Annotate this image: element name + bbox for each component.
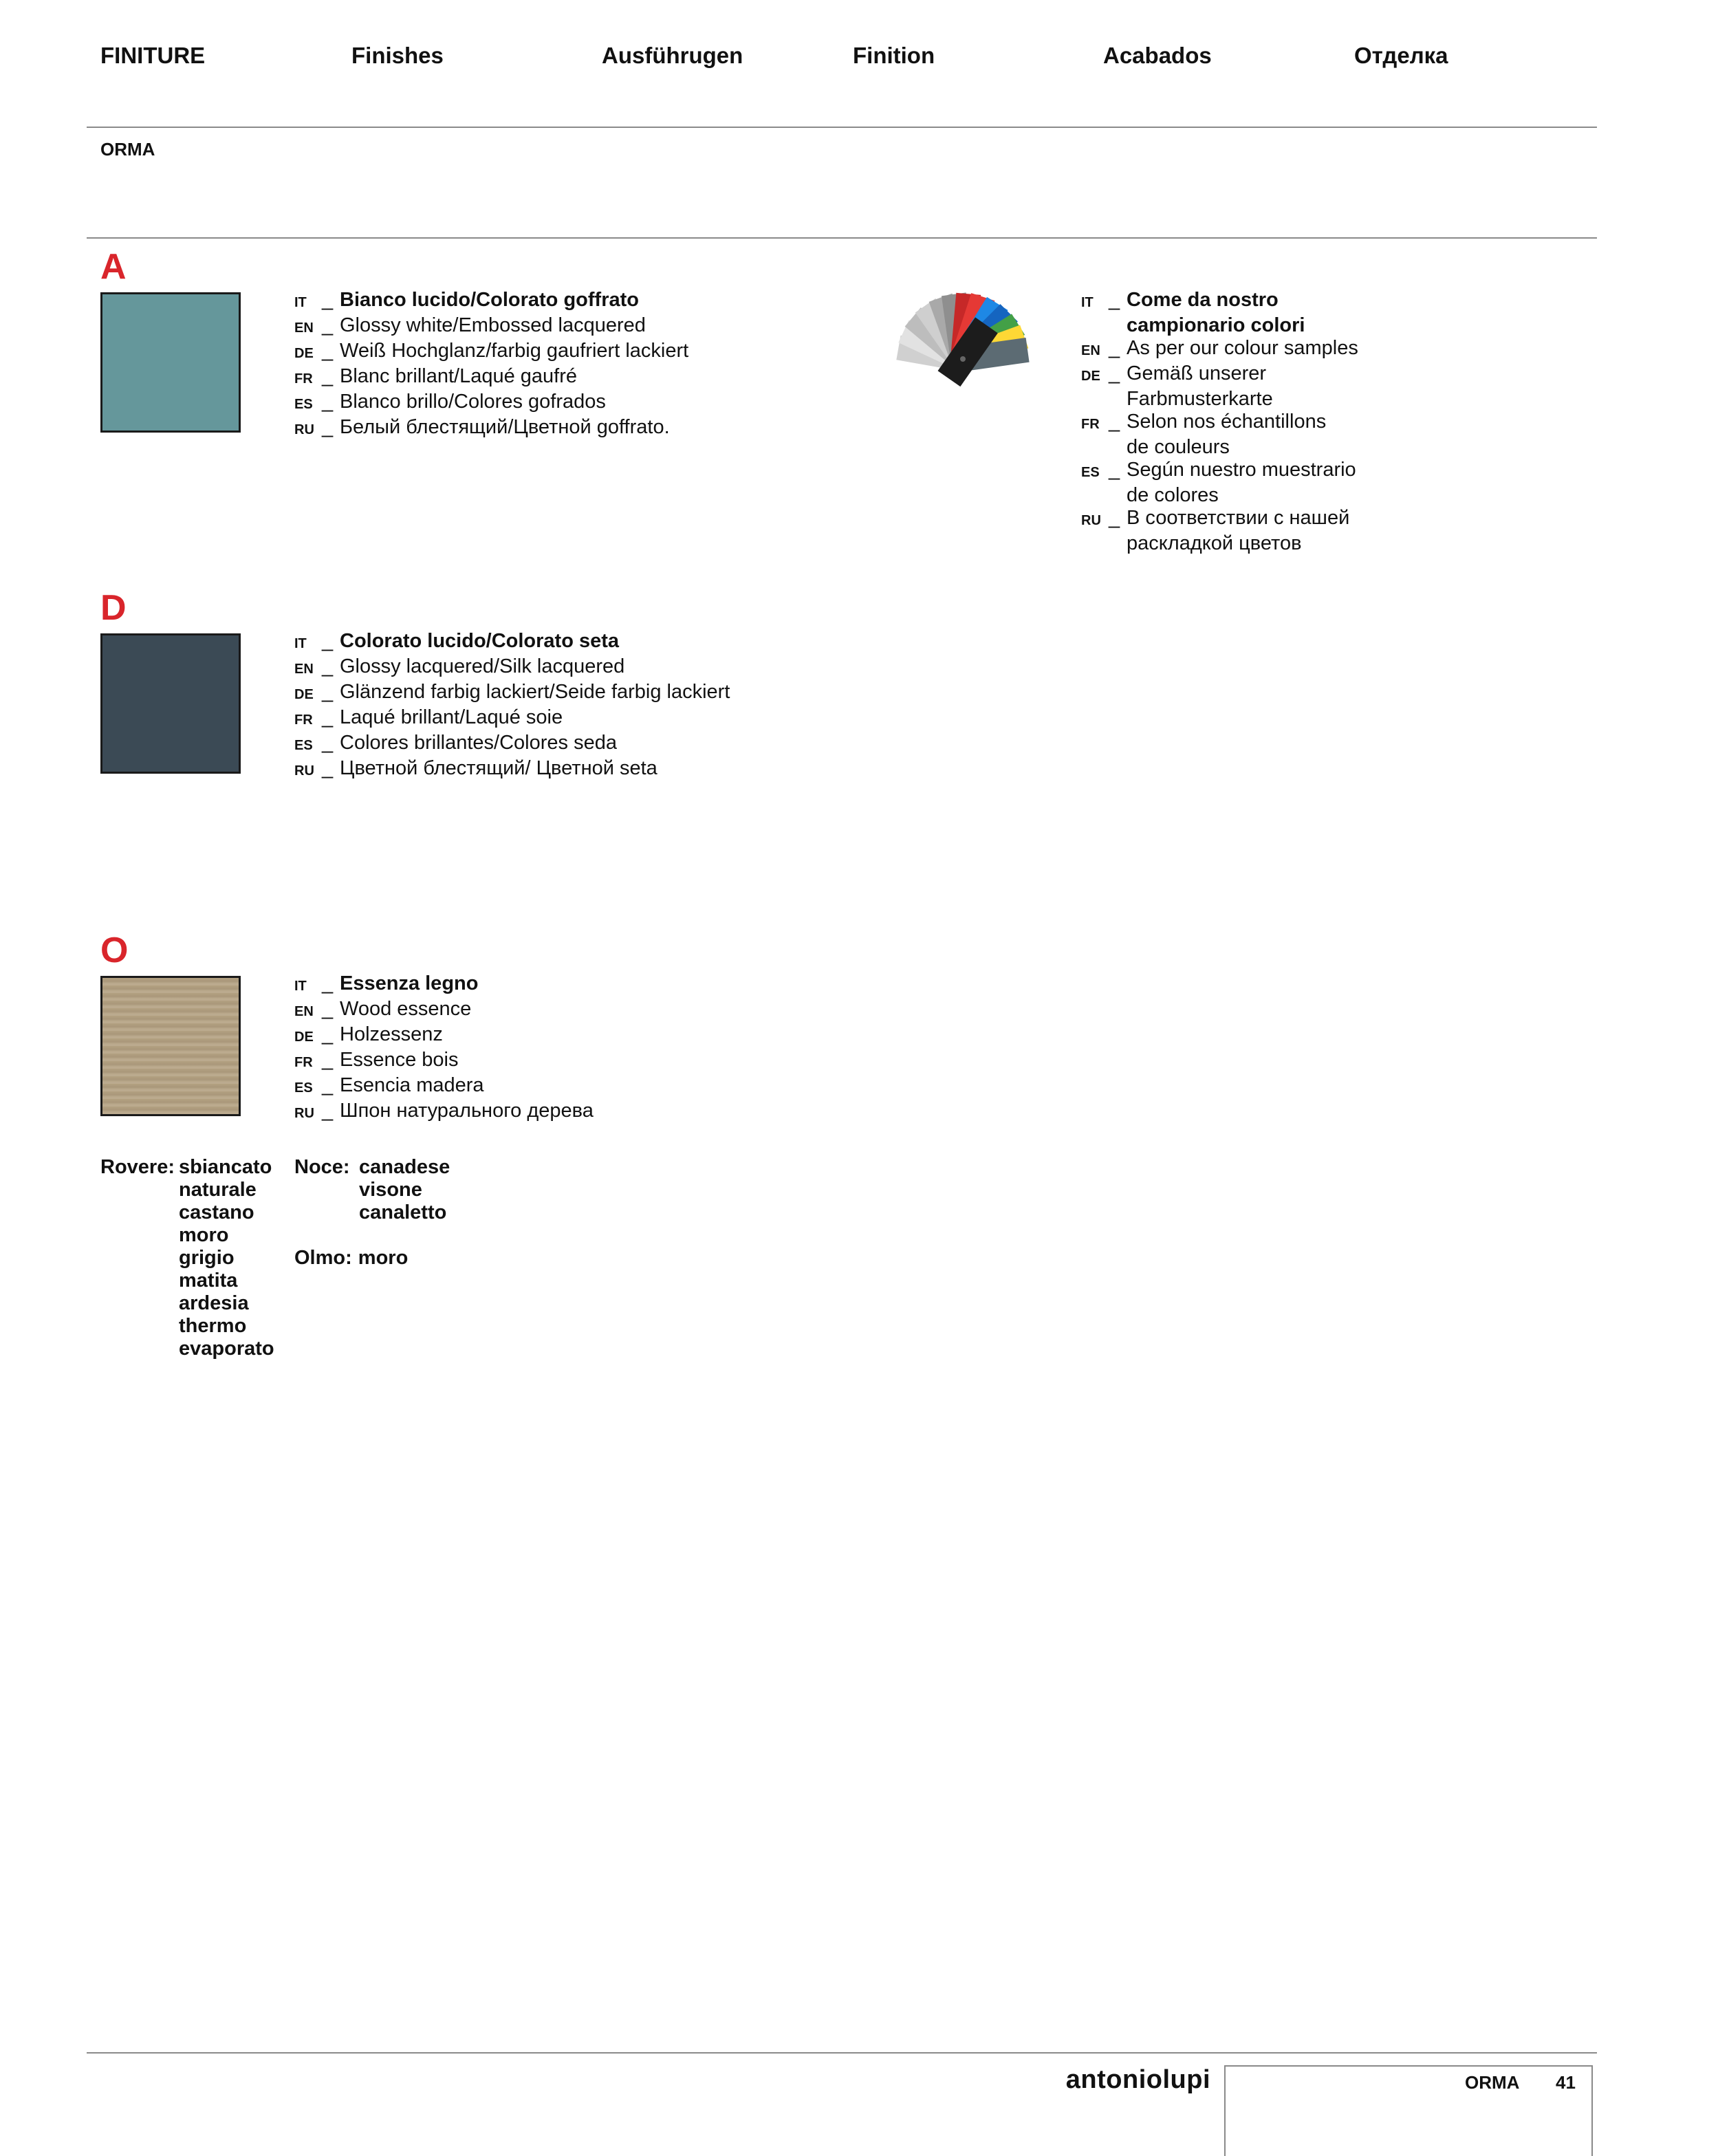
samples-text-cont: de couleurs [1127,436,1230,458]
finish-text: Glossy white/Embossed lacquered [340,314,646,336]
lang-code: EN [1081,343,1100,358]
lang-code: DE [294,687,314,702]
lang-code: EN [294,662,314,677]
wood-item: canadese [359,1156,450,1178]
finish-description-o: IT _ Essenza legno EN _ Wood essence DE _ Holzessenz FR _ Essence bois ES _ Esencia madera RU _ Шпон натурального дерева [294,972,594,1125]
finish-text: Weiß Hochglanz/farbig gaufriert lackiert [340,340,689,362]
wood-item: visone [359,1179,422,1201]
header-title-it: FINITURE [100,43,206,68]
finish-text: Colores brillantes/Colores seda [340,732,617,754]
wood-item: evaporato [179,1338,274,1360]
wood-list-noce [294,1156,450,1224]
lang-code: RU [294,763,314,778]
page-number: 41 [1556,2072,1576,2093]
wood-item: canaletto [359,1201,447,1223]
series-name: ORMA [100,139,155,160]
wood-item: ardesia [179,1292,249,1314]
wood-item: grigio [179,1247,235,1269]
samples-text: Selon nos échantillons [1127,411,1327,433]
lang-code: FR [294,1055,313,1070]
lang-code: FR [294,371,313,386]
finish-text: Essenza legno [340,972,479,994]
footer-series: ORMA [1465,2072,1520,2093]
wood-item: moro [358,1247,409,1269]
samples-text-cont: раскладкой цветов [1127,532,1302,554]
colour-samples-description: IT _ Come da nostro campionario colori EN _ As per our colour samples DE _ Gemäß unserer Farbmusterkarte FR _ Selon nos échantillons de couleurs ES _ Según nuestro muestrario de colores RU _ В соответствии с нашей раскладкой цветов [1081,289,1358,554]
section-rule [87,237,1597,239]
lang-code: DE [294,346,314,361]
lang-code: IT [294,979,307,994]
finish-text: Blanc brillant/Laqué gaufré [340,365,578,387]
samples-text: Según nuestro muestrario [1127,459,1356,481]
finish-text: Цветной блестящий/ Цветной seta [340,757,657,779]
finish-letter-d: D [100,588,127,628]
lang-code: EN [294,320,314,336]
finish-text: Шпон натурального дерева [340,1100,594,1122]
lang-code: DE [1081,369,1100,384]
lang-code: RU [294,422,314,437]
finish-text: Wood essence [340,998,472,1020]
finish-text: Bianco lucido/Colorato goffrato [340,289,639,311]
wood-item: thermo [179,1315,247,1337]
samples-text: As per our colour samples [1127,337,1358,359]
wood-list-rovere [100,1156,274,1360]
header-title-de: Ausführugen [602,43,743,68]
wood-item: moro [179,1224,229,1246]
finish-text: Blanco brillo/Colores gofrados [340,391,606,413]
finish-swatch-o [100,976,241,1116]
wood-label: Noce: [294,1156,350,1178]
lang-code: EN [294,1004,314,1019]
lang-code: IT [294,295,307,310]
samples-text: Gemäß unserer [1127,362,1267,384]
finish-description-d: IT _ Colorato lucido/Colorato seta EN _ Glossy lacquered/Silk lacquered DE _ Glänzend farbig lackiert/Seide farbig lackiert FR _ Laqué brillant/Laqué soie ES _ Colores brillantes/Colores seda RU _ Цветной блестящий/ Цветной seta [294,630,730,783]
finish-text: Белый блестящий/Цветной goffrato. [340,416,670,438]
header-rule [87,127,1597,128]
finish-description-a: IT _ Bianco lucido/Colorato goffrato EN _ Glossy white/Embossed lacquered DE _ Weiß Hochglanz/farbig gaufriert lackiert FR _ Blanc brillant/Laqué gaufré ES _ Blanco brillo/Colores gofrados RU _ Белый блестящий/Цветной goffrato. [294,289,688,442]
wood-list-olmo [294,1247,408,1270]
wood-label: Rovere: [100,1156,175,1178]
finish-text: Glänzend farbig lackiert/Seide farbig lackiert [340,681,730,703]
lang-code: FR [294,712,313,728]
wood-item: sbiancato [179,1156,272,1178]
lang-code: ES [294,397,313,412]
header-title-fr: Finition [853,43,935,68]
colour-samples-fan-image [894,283,1032,428]
header-title-ru: Отделка [1354,43,1448,68]
wood-item: castano [179,1201,254,1223]
samples-text-cont: de colores [1127,484,1219,506]
footer-rule [87,2052,1597,2054]
samples-text-cont: campionario colori [1127,314,1305,336]
lang-code: FR [1081,417,1100,432]
lang-code: ES [294,738,313,753]
wood-item: matita [179,1270,238,1292]
finish-swatch-d [100,633,241,774]
header-title-es: Acabados [1103,43,1212,68]
lang-code: DE [294,1030,314,1045]
finish-letter-o: O [100,930,129,970]
lang-code: IT [294,636,307,651]
finish-letter-a: A [100,247,127,287]
lang-code: RU [294,1106,314,1121]
wood-label: Olmo: [294,1247,352,1269]
wood-item: naturale [179,1179,257,1201]
finish-text: Glossy lacquered/Silk lacquered [340,655,625,677]
brand-logo: antoniolupi [1065,2065,1210,2094]
samples-text: Come da nostro [1127,289,1279,311]
finish-swatch-a [100,292,241,433]
lang-code: ES [1081,465,1100,480]
footer-box [1224,2065,1593,2156]
finish-text: Holzessenz [340,1023,443,1045]
finish-text: Laqué brillant/Laqué soie [340,706,563,728]
lang-code: IT [1081,295,1094,310]
lang-code: ES [294,1080,313,1096]
lang-code: RU [1081,513,1101,528]
finish-text: Esencia madera [340,1074,484,1096]
finish-text: Colorato lucido/Colorato seta [340,630,620,652]
header-title-en: Finishes [351,43,444,68]
samples-text: В соответствии с нашей [1127,507,1350,529]
finish-text: Essence bois [340,1049,459,1071]
samples-text-cont: Farbmusterkarte [1127,388,1273,410]
